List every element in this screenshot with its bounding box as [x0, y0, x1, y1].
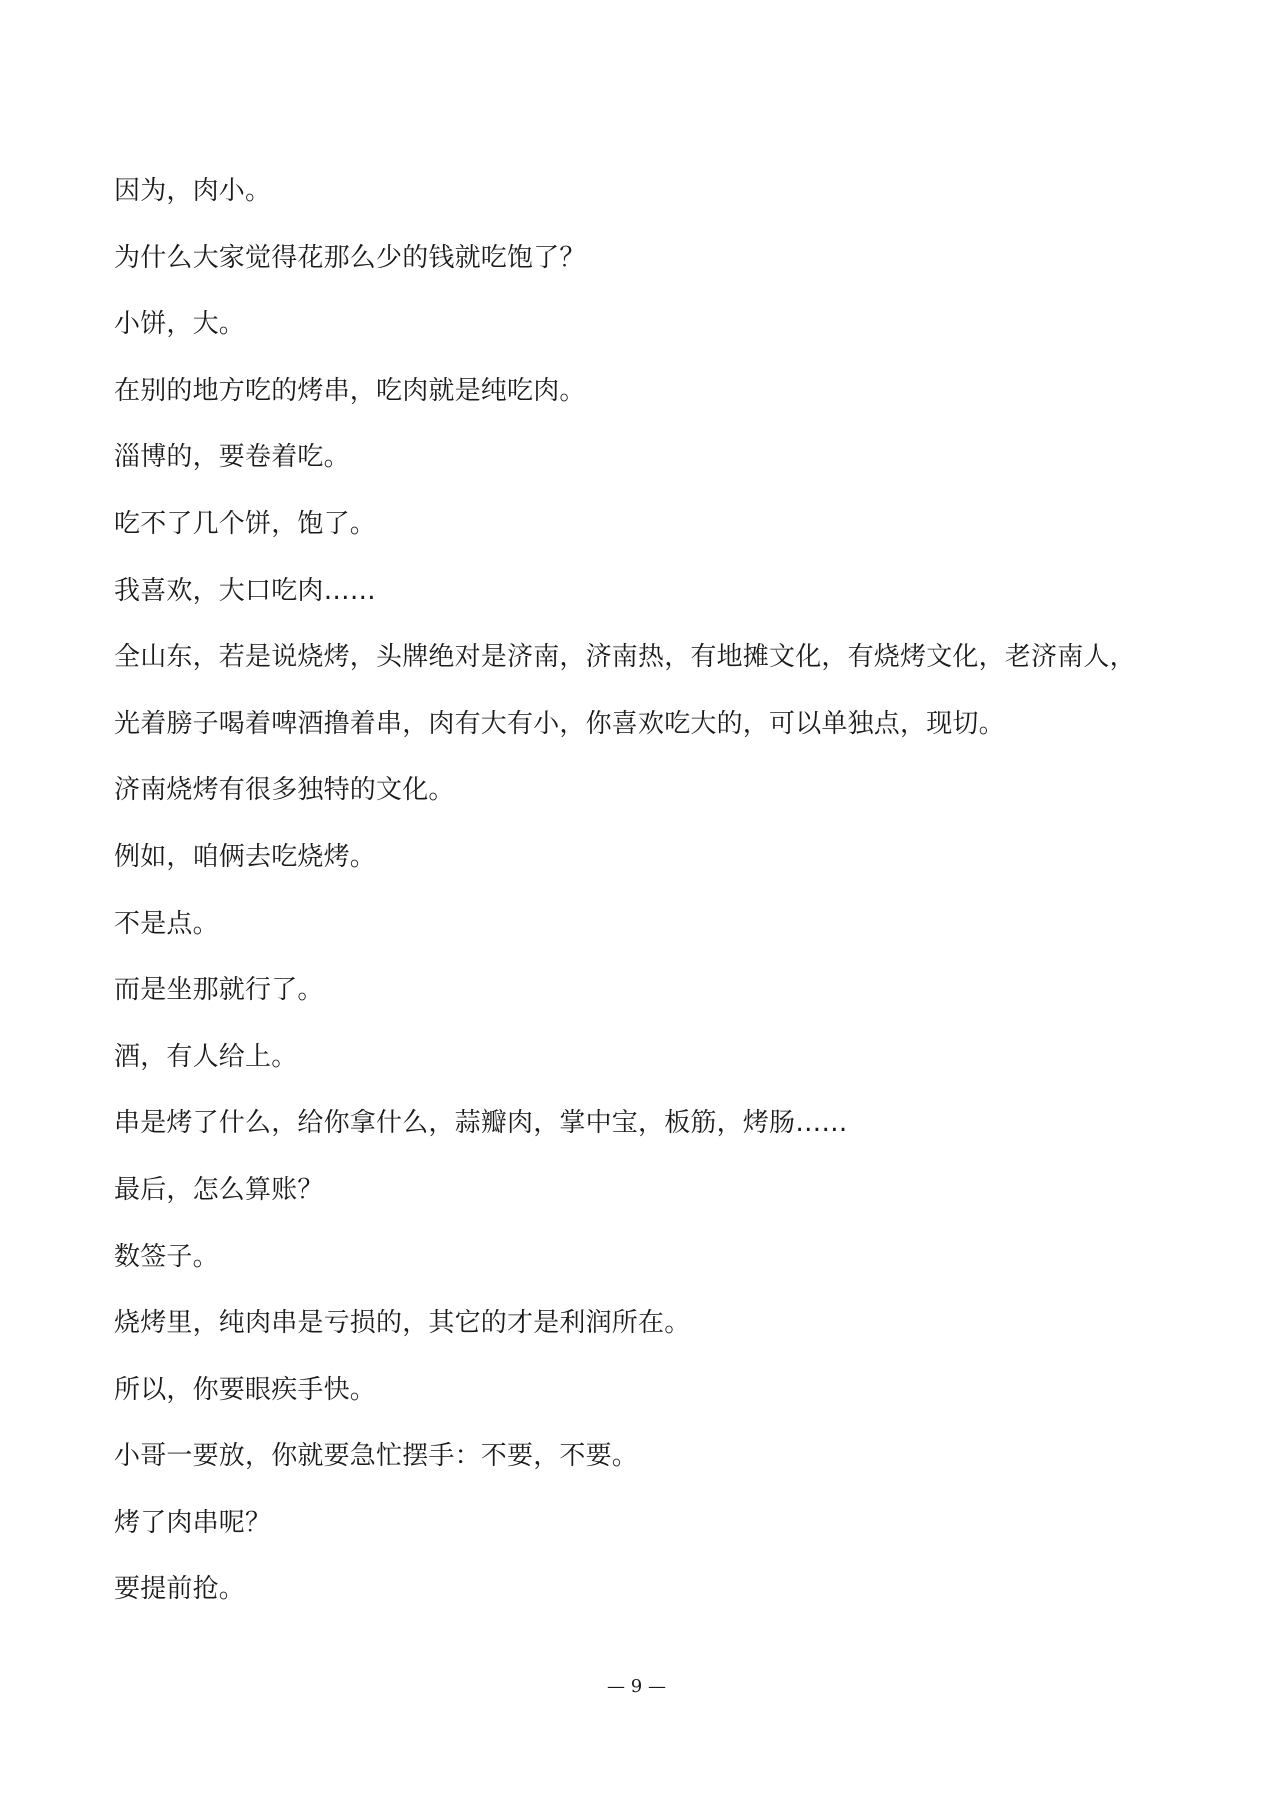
paragraph: 数签子。	[114, 1241, 219, 1272]
paragraph: 烤了肉串呢？	[114, 1507, 272, 1538]
body-text	[114, 168, 1174, 1633]
paragraph: 全山东，若是说烧烤，头牌绝对是济南，济南热，有地摊文化，有烧烤文化，老济南人，	[114, 642, 1136, 673]
paragraph: 所以，你要眼疾手快。	[114, 1374, 377, 1405]
paragraph: 要提前抢。	[114, 1574, 246, 1605]
paragraph: 而是坐那就行了。	[114, 975, 324, 1006]
paragraph: 最后，怎么算账？	[114, 1174, 324, 1205]
paragraph: 吃不了几个饼，饱了。	[114, 508, 377, 539]
paragraph: 小饼，大。	[114, 309, 246, 340]
paragraph: 酒，有人给上。	[114, 1041, 298, 1072]
page-number: — 9 —	[607, 1676, 666, 1697]
paragraph: 济南烧烤有很多独特的文化。	[114, 775, 455, 806]
paragraph: 例如，咱俩去吃烧烤。	[114, 841, 377, 872]
paragraph: 小哥一要放，你就要急忙摆手：不要，不要。	[114, 1441, 639, 1472]
paragraph: 因为，肉小。	[114, 176, 272, 206]
paragraph: 光着膀子喝着啤酒撸着串，肉有大有小，你喜欢吃大的，可以单独点，现切。	[114, 708, 1005, 739]
paragraph: 为什么大家觉得花那么少的钱就吃饱了？	[114, 242, 586, 273]
paragraph: 串是烤了什么，给你拿什么，蒜瓣肉，掌中宝，板筋，烤肠……	[114, 1108, 848, 1139]
paragraph: 我喜欢，大口吃肉……	[114, 575, 377, 606]
paragraph: 不是点。	[114, 908, 219, 939]
paragraph: 烧烤里，纯肉串是亏损的，其它的才是利润所在。	[114, 1308, 691, 1339]
paragraph: 淄博的，要卷着吃。	[114, 442, 350, 473]
paragraph: 在别的地方吃的烤串，吃肉就是纯吃肉。	[114, 375, 586, 406]
